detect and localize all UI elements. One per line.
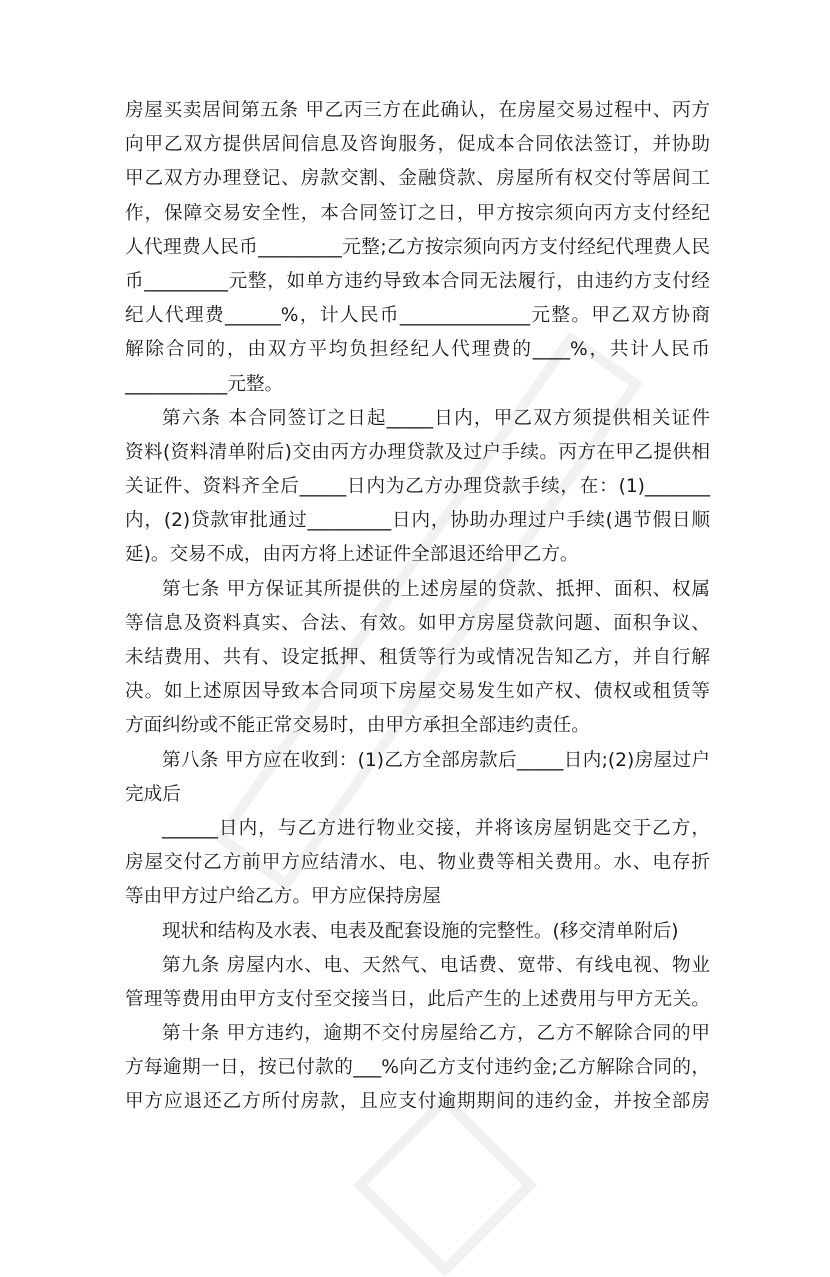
contract-text-line: 内，(2)贷款审批通过_________日内，协助办理过户手续(遇节假日顺 [125, 510, 710, 532]
contract-text-line: 甲方应退还乙方所付房款，且应支付逾期期间的违约金，并按全部房 [125, 1091, 710, 1113]
contract-text-line: 现状和结构及水表、电表及配套设施的完整性。(移交清单附后) [162, 920, 679, 942]
contract-text-line: 资料(资料清单附后)交由丙方办理贷款及过户手续。丙方在甲乙提供相 [125, 441, 710, 463]
contract-text-line: 第六条 本合同签订之日起_____日内，甲乙双方须提供相关证件 [162, 407, 710, 429]
contract-text-line: ______日内，与乙方进行物业交接，并将该房屋钥匙交于乙方， [162, 817, 710, 839]
contract-text-line: 决。如上述原因导致本合同项下房屋交易发生如产权、债权或租赁等 [125, 681, 710, 703]
contract-text-line: 纪人代理费______%，计人民币______________元整。甲乙双方协商 [125, 305, 710, 327]
contract-text-line: 第十条 甲方违约，逾期不交付房屋给乙方，乙方不解除合同的甲 [162, 1023, 710, 1045]
contract-text-line: 关证件、资料齐全后_____日内为乙方办理贷款手续，在：(1)_______ [125, 476, 710, 498]
contract-text-line: 第七条 甲方保证其所提供的上述房屋的贷款、抵押、面积、权属 [162, 578, 710, 600]
contract-text-line: 方面纠纷或不能正常交易时，由甲方承担全部违约责任。 [125, 715, 590, 737]
contract-text-line: 作，保障交易安全性，本合同签订之日，甲方按宗须向丙方支付经纪 [125, 202, 710, 224]
contract-text-line: 人代理费人民币_________元整;乙方按宗须向丙方支付经纪代理费人民 [125, 236, 710, 258]
contract-text-line: 方每逾期一日，按已付款的___%向乙方支付违约金;乙方解除合同的， [125, 1057, 710, 1079]
contract-text-line: 延)。交易不成，由丙方将上述证件全部退还给甲乙方。 [125, 544, 579, 566]
contract-text-line: 房屋买卖居间第五条 甲乙丙三方在此确认，在房屋交易过程中、丙方 [125, 100, 710, 121]
contract-text-line: 向甲乙双方提供居间信息及咨询服务，促成本合同依法签订，并协助 [125, 134, 710, 156]
contract-text-line: 币_________元整，如单方违约导致本合同无法履行，由违约方支付经 [125, 270, 710, 292]
contract-text-line: 管理等费用由甲方支付至交接当日，此后产生的上述费用与甲方无关。 [125, 988, 710, 1010]
contract-text-line: 完成后 [125, 783, 181, 805]
watermark-mark-icon [353, 1093, 537, 1277]
contract-text-line: 等由甲方过户给乙方。甲方应保持房屋 [125, 886, 442, 908]
contract-text-line: 等信息及资料真实、合法、有效。如甲方房屋贷款问题、面积争议、 [125, 612, 710, 634]
contract-text-line: ___________元整。 [125, 373, 284, 395]
contract-text-line: 未结费用、共有、设定抵押、租赁等行为或情况告知乙方，并自行解 [125, 647, 710, 668]
contract-text-line: 甲乙双方办理登记、房款交割、金融贷款、房屋所有权交付等居间工 [125, 168, 710, 190]
contract-text-line: 解除合同的，由双方平均负担经纪人代理费的____%，共计人民币 [125, 339, 710, 361]
contract-body [125, 94, 710, 1120]
contract-text-line: 房屋交付乙方前甲方应结清水、电、物业费等相关费用。水、电存折 [125, 852, 710, 874]
contract-text-line: 第八条 甲方应在收到：(1)乙方全部房款后_____日内;(2)房屋过户 [162, 749, 710, 771]
contract-text-line: 第九条 房屋内水、电、天然气、电话费、宽带、有线电视、物业 [162, 954, 710, 976]
